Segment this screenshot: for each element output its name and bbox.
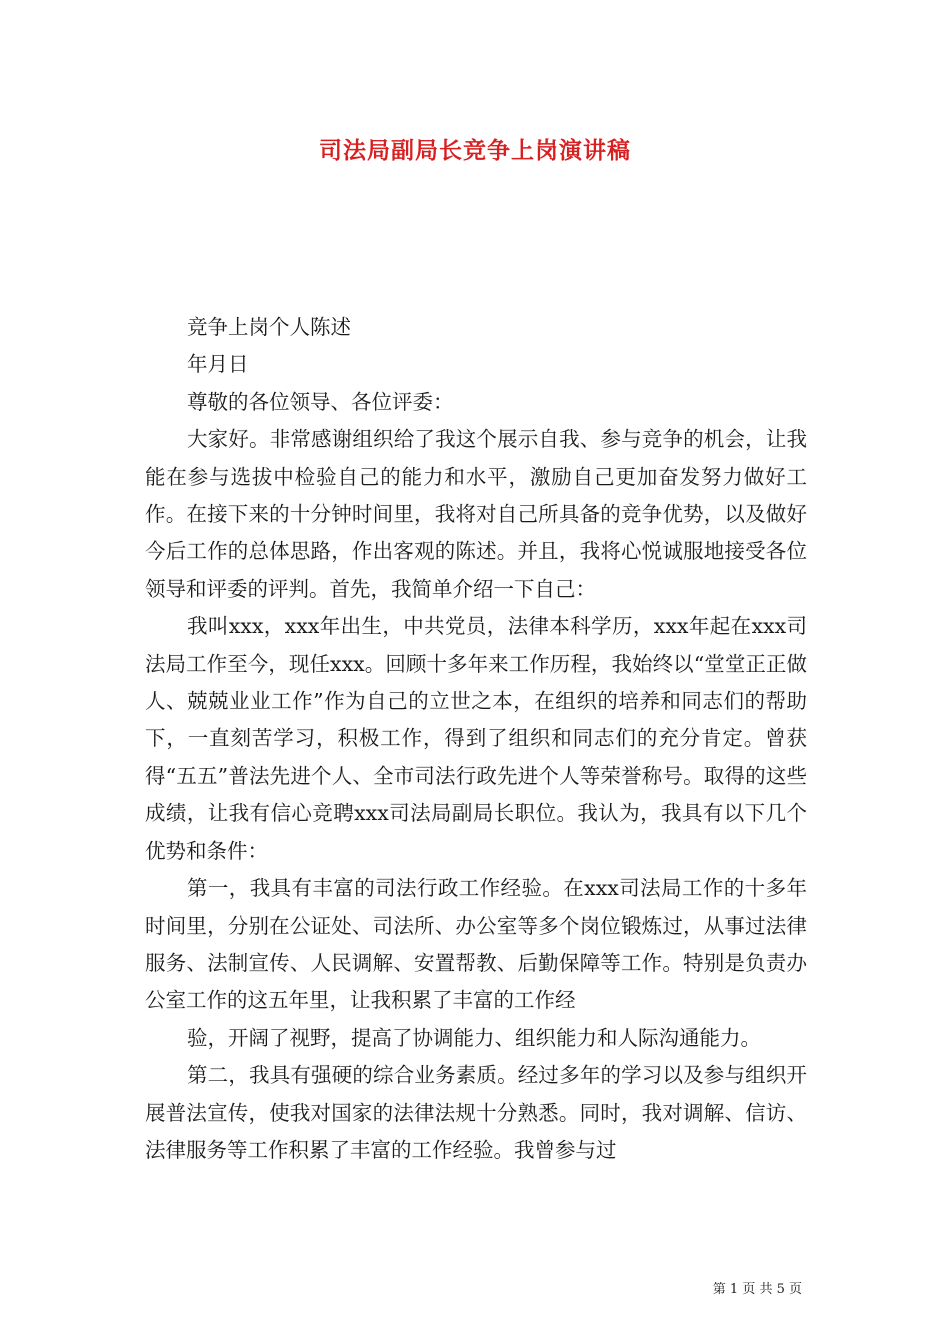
document-title: 司法局副局长竞争上岗演讲稿 <box>319 137 631 164</box>
paragraph-first-advantage-continued: 验，开阔了视野，提高了协调能力、组织能力和人际沟通能力。 <box>187 1025 761 1050</box>
paragraph-salutation: 尊敬的各位领导、各位评委： <box>187 389 454 414</box>
paragraph-date: 年月日 <box>187 352 249 377</box>
document-body <box>145 309 807 1169</box>
paragraph-introduction: 我叫xxx，xxx年出生，中共党员，法律本科学历，xxx年起在xxx司法局工作至今，现任xxx。回顾十多年来工作历程，我始终以“堂堂正正做人、兢兢业业工作”作为自己的立世之本，在组织的培养和同志们的帮助下，一直刻苦学习，积极工作，得到了组织和同志们的充分肯定。曾获得“五五”普法先进个人、全市司法行政先进个人等荣誉称号。取得的这些成绩，让我有信心竞聘xxx司法局副局长职位。我认为，我具有以下几个优势和条件： <box>145 614 807 863</box>
paragraph-greeting: 大家好。非常感谢组织给了我这个展示自我、参与竞争的机会，让我能在参与选拔中检验自己的能力和水平，激励自己更加奋发努力做好工作。在接下来的十分钟时间里，我将对自己所具备的竞争优势，以及做好今后工作的总体思路，作出客观的陈述。并且，我将心悦诚服地接受各位领导和评委的评判。首先，我简单介绍一下自己： <box>145 427 807 601</box>
paragraph-heading: 竞争上岗个人陈述 <box>187 315 351 339</box>
paragraph-first-advantage: 第一，我具有丰富的司法行政工作经验。在xxx司法局工作的十多年时间里，分别在公证处、司法所、办公室等多个岗位锻炼过，从事过法律服务、法制宣传、人民调解、安置帮教、后勤保障等工作。特别是负责办公室工作的这五年里，让我积累了丰富的工作经 <box>145 876 807 1013</box>
paragraph-second-advantage: 第二，我具有强硬的综合业务素质。经过多年的学习以及参与组织开展普法宣传，使我对国家的法律法规十分熟悉。同时，我对调解、信访、法律服务等工作积累了丰富的工作经验。我曾参与过 <box>145 1063 807 1162</box>
page-number-footer: 第 1 页 共 5 页 <box>712 1282 802 1297</box>
